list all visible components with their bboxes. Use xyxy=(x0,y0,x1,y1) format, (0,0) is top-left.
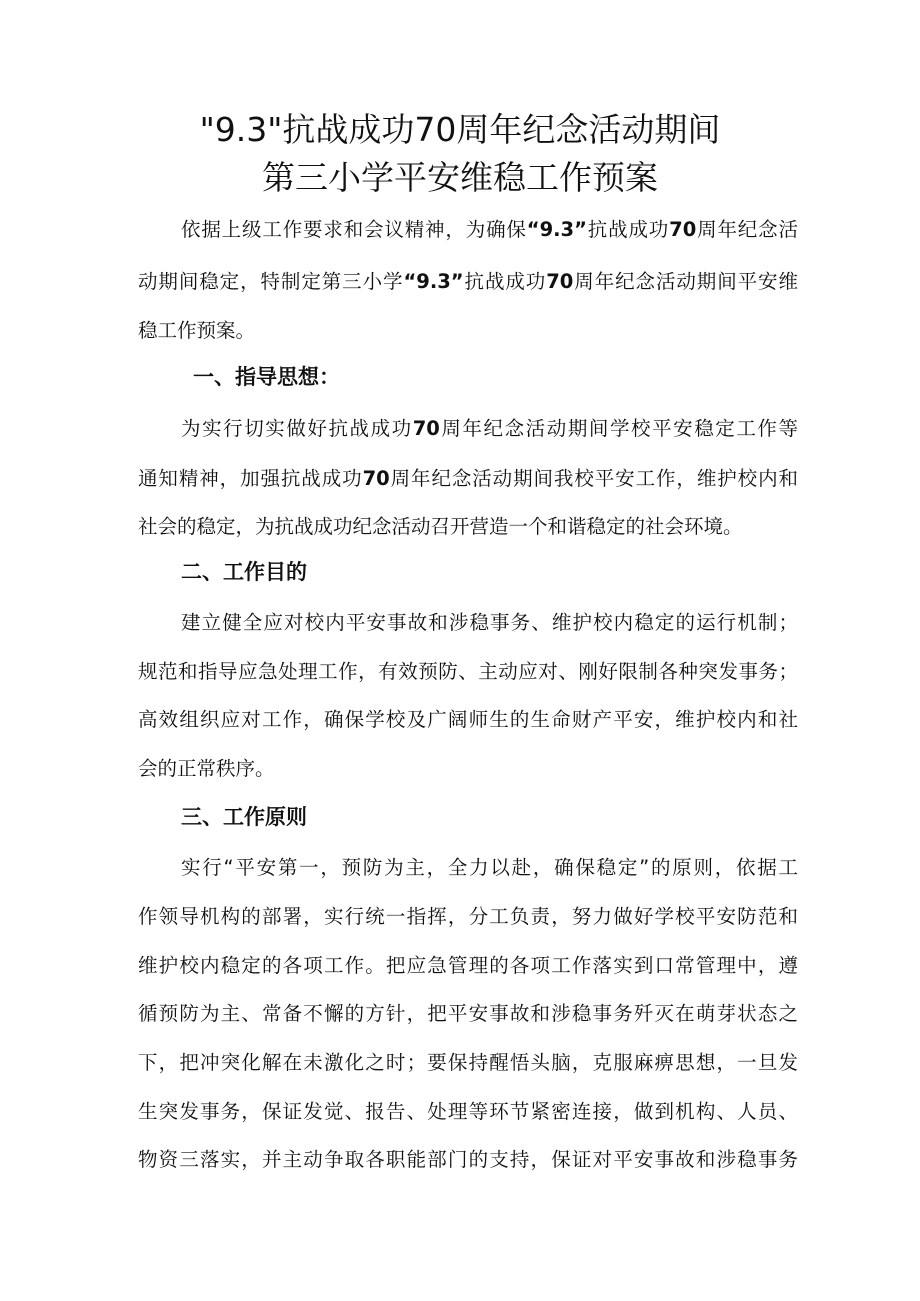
section-3-line-5: 下，把冲突化解在未激化之时；要保持醒悟头脑，克服麻痹思想，一旦发 xyxy=(138,1051,798,1074)
section-3-line-6: 生突发事务，保证发觉、报告、处理等环节紧密连接，做到机构、人员、 xyxy=(138,1100,798,1123)
section-1-line-2: 通知精神，加强抗战成功70周年纪念活动期间我校平安工作，维护校内和 xyxy=(138,467,798,490)
section-2-line-1: 建立健全应对校内平安事故和涉稳事务、维护校内稳定的运行机制； xyxy=(181,611,798,634)
intro-line-2: 动期间稳定，特制定第三小学“9.3”抗战成功70周年纪念活动期间平安维 xyxy=(138,270,798,293)
section-2-heading: 二、工作目的 xyxy=(181,560,307,584)
section-1-heading: 一、指导思想： xyxy=(193,365,340,389)
section-3-heading: 三、工作原则 xyxy=(181,805,307,829)
section-3-line-4: 循预防为主、常备不懈的方针，把平安事故和涉稳事务歼灭在萌芽状态之 xyxy=(138,1002,798,1025)
section-1-line-1: 为实行切实做好抗战成功70周年纪念活动期间学校平安稳定工作等 xyxy=(181,417,798,440)
section-3-line-7: 物资三落实，并主动争取各职能部门的支持，保证对平安事故和涉稳事务 xyxy=(138,1148,798,1171)
section-1-line-3: 社会的稳定，为抗战成功纪念活动召开营造一个和谐稳定的社会环境。 xyxy=(138,515,743,538)
document-title-line-1: "9.3"抗战成功70周年纪念活动期间 xyxy=(199,110,721,149)
section-3-line-2: 作领导机构的部署，实行统一指挥，分工负责，努力做好学校平安防范和 xyxy=(138,905,798,928)
section-2-line-2: 规范和指导应急处理工作，有效预防、主动应对、刚好限制各种突发事务； xyxy=(138,660,798,683)
section-3-line-1: 实行“平安第一，预防为主，全力以赴，确保稳定”的原则，依据工 xyxy=(181,856,798,879)
section-2-line-3: 高效组织应对工作，确保学校及广阔师生的生命财产平安，维护校内和社 xyxy=(138,708,798,731)
intro-line-1: 依据上级工作要求和会议精神，为确保“9.3”抗战成功70周年纪念活 xyxy=(181,218,798,241)
section-2-line-4: 会的正常秩序。 xyxy=(138,757,275,780)
document-title-line-2: 第三小学平安维稳工作预案 xyxy=(262,158,658,197)
intro-line-3: 稳工作预案。 xyxy=(138,319,256,342)
section-3-line-3: 维护校内稳定的各项工作。把应急管理的各项工作落实到口常管理中，遵 xyxy=(138,954,798,977)
